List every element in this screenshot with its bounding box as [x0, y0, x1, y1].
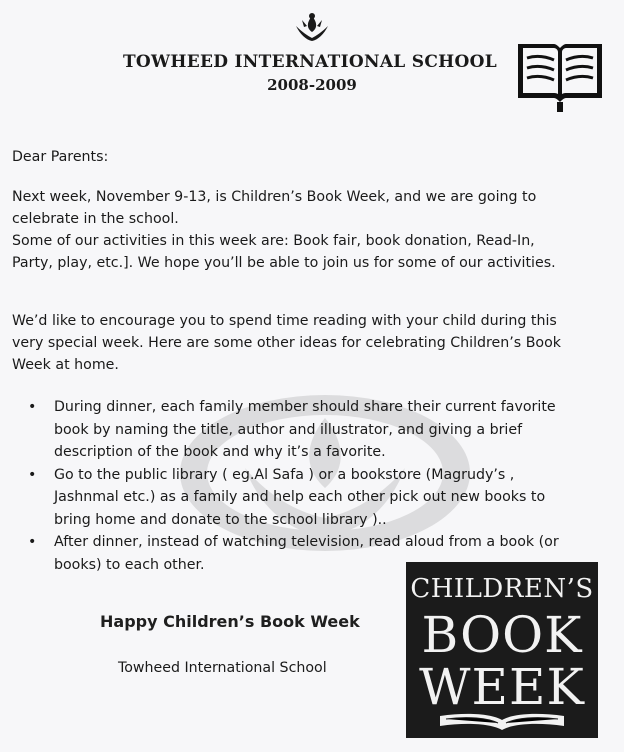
ideas-list: [24, 396, 614, 576]
list-item-line: book by naming the title, author and illustrator, and giving a brief: [54, 421, 523, 438]
badge-line-3: WEEK: [419, 658, 585, 716]
paragraph-encourage: [12, 310, 612, 376]
bullet-icon: •: [28, 399, 37, 415]
list-item: [24, 396, 614, 464]
paragraph-line: We’d like to encourage you to spend time reading with your child during this: [12, 313, 557, 329]
list-item-line: Jashnmal etc.) as a family and help each other pick out new books to: [54, 489, 546, 505]
list-item-line: description of the book and why it’s a favorite.: [54, 444, 386, 460]
paragraph-line: very special week. Here are some other ideas for celebrating Children’s Book: [12, 335, 562, 351]
signature: Towheed International School: [118, 660, 327, 676]
list-item-line: During dinner, each family member should share their current favorite: [54, 399, 556, 415]
school-name: TOWHEED INTERNATIONAL SCHOOL: [122, 52, 498, 72]
greeting: Dear Parents:: [12, 149, 109, 165]
paragraph-line: celebrate in the school.: [12, 211, 179, 227]
school-logo-icon: [290, 12, 334, 44]
closing-line: Happy Children’s Book Week: [100, 612, 360, 631]
badge-line-2: BOOK: [421, 606, 583, 664]
badge-book-icon: [438, 710, 566, 732]
list-item-line: books) to each other.: [54, 556, 205, 573]
list-item: [24, 464, 614, 532]
open-book-icon: [514, 32, 606, 114]
paragraph-line: Next week, November 9-13, is Children’s Book Week, and we are going to: [12, 189, 537, 205]
list-item-line: bring home and donate to the school library )..: [54, 511, 387, 528]
paragraph-intro: [12, 186, 612, 274]
paragraph-line: Party, play, etc.]. We hope you’ll be able to join us for some of our activities.: [12, 255, 556, 271]
bullet-icon: •: [28, 466, 37, 483]
list-item-line: After dinner, instead of watching television, read aloud from a book (or: [54, 534, 559, 550]
paragraph-line: Week at home.: [12, 357, 119, 373]
bullet-icon: •: [28, 534, 37, 550]
list-item-line: Go to the public library ( eg.Al Safa ) or a bookstore (Magrudy’s ,: [54, 466, 515, 483]
badge-line-1: CHILDREN’S: [410, 574, 594, 604]
childrens-book-week-badge: [406, 562, 598, 738]
paragraph-line: Some of our activities in this week are: Book fair, book donation, Read-In,: [12, 233, 535, 249]
school-year: 2008-2009: [267, 76, 357, 94]
